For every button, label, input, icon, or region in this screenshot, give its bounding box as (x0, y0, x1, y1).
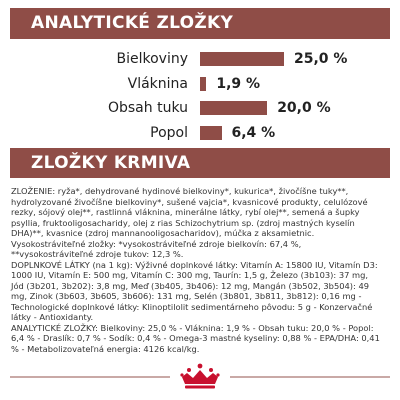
footer-divider-left (10, 376, 170, 378)
composition-section-title: ZLOŽKY KRMIVA (31, 153, 191, 173)
analytic-row-value: 20,0 % (277, 100, 331, 116)
analytic-row-label: Vláknina (127, 75, 188, 92)
composition-paragraph-additives: DOPLNKOVÉ LÁTKY (na 1 kg): Výživné doplnkové látky: Vitamín A: 15800 IU, Vitamín D3: 1000 IU, Vitamín E: 500 mg, Vitamín C: 300 mg, Taurín: 1,5 g, Železo (3b103): 37 mg, Jód (3b201, 3b202): 3,8 mg, Meď (3b405, 3b406): 12 mg, Mangán (3b502, 3b504): 49 mg, Zinok (3b603, 3b605, 3b606): 131 mg, Selén (3b801, 3b811, 3b812): 0,16 mg - Technologické doplnkové látky: Klinoptilolit sedimentárneho pôvodu: 5 g - Konzervačné látky - Antioxidanty. (11, 259, 378, 322)
analytic-row-bar (200, 52, 284, 66)
footer-divider-right (230, 376, 390, 378)
analytic-row (0, 49, 400, 69)
analytic-row (0, 74, 400, 94)
analytic-row-label: Popol (150, 124, 188, 141)
analytic-row-bar (200, 77, 206, 91)
analytic-section-title: ANALYTICKÉ ZLOŽKY (31, 13, 234, 33)
analytic-row-bar (200, 101, 267, 115)
analytic-row-bar (200, 126, 222, 140)
composition-paragraph-analytic: ANALYTICKÉ ZLOŽKY: Bielkoviny: 25,0 % - Vláknina: 1,9 % - Obsah tuku: 20,0 % - Popol: 6,4 % - Draslík: 0,7 % - Sodík: 0,4 % - Omega-3 mastné kyseliny: 0,88 % - EPA/DHA: 0,41 % - Metabolizovateľná energia: 4126 kcal/kg. (11, 322, 380, 354)
analytic-row-value: 25,0 % (294, 51, 348, 67)
composition-text (11, 186, 383, 354)
analytic-row-label: Bielkoviny (116, 51, 188, 67)
royal-canin-crown-icon (178, 362, 222, 392)
analytic-row-label: Obsah tuku (107, 100, 188, 116)
analytic-row-value: 1,9 % (216, 75, 261, 92)
composition-section-header (10, 148, 390, 178)
analytic-row (0, 98, 400, 118)
analytic-row (0, 123, 400, 143)
analytic-row-value: 6,4 % (231, 124, 276, 141)
composition-paragraph-ingredients: ZLOŽENIE: ryža*, dehydrované hydinové bielkoviny*, kukurica*, živočíšne tuky**, hydrolyzované živočíšne bielkoviny*, sušené vajcia*, kvasnicové produkty, celulózové rezky, sójový olej**, rastlinná vláknina, minerálne látky, rybí olej**, semená a šupky psyllia, fruktooligosacharidy, olej z rias Schizochytrium sp. (zdroj mastných kyselín DHA)**, kvasnice (zdroj mannanooligosacharidov), múčka z aksamietnic. Vysokostráviteľné zložky: *vysokostráviteľné zdroje bielkovín: 67,4 %, **vysokostráviteľné zdroje tukov: 12,3 %. (11, 186, 368, 259)
analytic-section-header (10, 8, 390, 39)
